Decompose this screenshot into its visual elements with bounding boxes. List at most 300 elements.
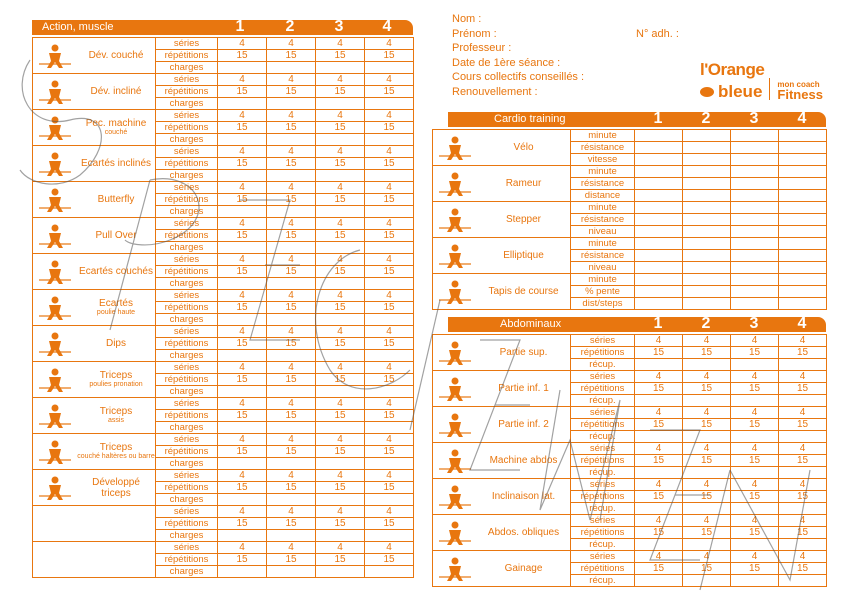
abdos-value-cell[interactable]: 15 bbox=[779, 491, 827, 503]
value-cell[interactable]: 15 bbox=[365, 446, 414, 458]
value-cell[interactable] bbox=[267, 350, 316, 362]
value-cell[interactable]: 4 bbox=[365, 218, 414, 230]
value-cell[interactable]: 4 bbox=[267, 74, 316, 86]
value-cell[interactable] bbox=[267, 566, 316, 578]
value-cell[interactable] bbox=[267, 494, 316, 506]
abdos-value-cell[interactable]: 15 bbox=[683, 563, 731, 575]
cardio-value-cell[interactable] bbox=[779, 250, 827, 262]
cardio-value-cell[interactable] bbox=[779, 202, 827, 214]
value-cell[interactable]: 4 bbox=[267, 38, 316, 50]
abdos-value-cell[interactable]: 15 bbox=[635, 527, 683, 539]
value-cell[interactable] bbox=[267, 314, 316, 326]
abdos-value-cell[interactable]: 15 bbox=[731, 383, 779, 395]
value-cell[interactable] bbox=[365, 386, 414, 398]
field-professeur[interactable]: Professeur : bbox=[452, 42, 512, 54]
abdos-value-cell[interactable]: 15 bbox=[731, 347, 779, 359]
value-cell[interactable]: 4 bbox=[316, 362, 365, 374]
cardio-value-cell[interactable] bbox=[635, 250, 683, 262]
value-cell[interactable] bbox=[218, 134, 267, 146]
value-cell[interactable]: 15 bbox=[316, 302, 365, 314]
value-cell[interactable] bbox=[267, 62, 316, 74]
abdos-value-cell[interactable] bbox=[635, 359, 683, 371]
abdos-value-cell[interactable]: 15 bbox=[731, 563, 779, 575]
value-cell[interactable] bbox=[218, 242, 267, 254]
value-cell[interactable] bbox=[365, 206, 414, 218]
cardio-value-cell[interactable] bbox=[779, 262, 827, 274]
abdos-value-cell[interactable]: 15 bbox=[731, 455, 779, 467]
cardio-value-cell[interactable] bbox=[731, 274, 779, 286]
value-cell[interactable]: 15 bbox=[316, 446, 365, 458]
value-cell[interactable]: 4 bbox=[365, 506, 414, 518]
value-cell[interactable]: 15 bbox=[267, 266, 316, 278]
value-cell[interactable]: 15 bbox=[365, 410, 414, 422]
value-cell[interactable]: 4 bbox=[267, 362, 316, 374]
value-cell[interactable] bbox=[365, 170, 414, 182]
value-cell[interactable] bbox=[218, 314, 267, 326]
value-cell[interactable]: 4 bbox=[316, 290, 365, 302]
cardio-value-cell[interactable] bbox=[683, 130, 731, 142]
value-cell[interactable] bbox=[218, 350, 267, 362]
cardio-value-cell[interactable] bbox=[731, 166, 779, 178]
abdos-value-cell[interactable] bbox=[779, 395, 827, 407]
abdos-value-cell[interactable]: 15 bbox=[779, 419, 827, 431]
value-cell[interactable]: 15 bbox=[365, 554, 414, 566]
cardio-value-cell[interactable] bbox=[731, 154, 779, 166]
value-cell[interactable] bbox=[365, 422, 414, 434]
value-cell[interactable] bbox=[365, 566, 414, 578]
value-cell[interactable]: 15 bbox=[365, 158, 414, 170]
value-cell[interactable]: 4 bbox=[365, 362, 414, 374]
abdos-value-cell[interactable] bbox=[731, 359, 779, 371]
abdos-value-cell[interactable]: 15 bbox=[635, 347, 683, 359]
value-cell[interactable]: 15 bbox=[218, 86, 267, 98]
cardio-value-cell[interactable] bbox=[731, 226, 779, 238]
value-cell[interactable] bbox=[316, 242, 365, 254]
value-cell[interactable] bbox=[218, 62, 267, 74]
abdos-value-cell[interactable] bbox=[635, 575, 683, 587]
value-cell[interactable]: 15 bbox=[267, 482, 316, 494]
value-cell[interactable]: 15 bbox=[267, 86, 316, 98]
value-cell[interactable] bbox=[316, 386, 365, 398]
value-cell[interactable]: 15 bbox=[267, 446, 316, 458]
abdos-value-cell[interactable]: 4 bbox=[731, 479, 779, 491]
value-cell[interactable]: 4 bbox=[267, 398, 316, 410]
value-cell[interactable]: 4 bbox=[267, 506, 316, 518]
value-cell[interactable]: 15 bbox=[267, 410, 316, 422]
value-cell[interactable]: 15 bbox=[218, 446, 267, 458]
abdos-value-cell[interactable] bbox=[683, 503, 731, 515]
value-cell[interactable]: 15 bbox=[267, 554, 316, 566]
abdos-value-cell[interactable]: 4 bbox=[683, 371, 731, 383]
abdos-value-cell[interactable] bbox=[635, 467, 683, 479]
field-renouvellement[interactable]: Renouvellement : bbox=[452, 86, 538, 98]
abdos-value-cell[interactable]: 15 bbox=[779, 527, 827, 539]
abdos-value-cell[interactable]: 4 bbox=[779, 371, 827, 383]
abdos-value-cell[interactable] bbox=[731, 467, 779, 479]
value-cell[interactable] bbox=[218, 530, 267, 542]
value-cell[interactable]: 4 bbox=[218, 146, 267, 158]
value-cell[interactable]: 4 bbox=[316, 146, 365, 158]
value-cell[interactable]: 4 bbox=[218, 470, 267, 482]
abdos-value-cell[interactable] bbox=[635, 539, 683, 551]
value-cell[interactable]: 4 bbox=[365, 470, 414, 482]
value-cell[interactable]: 15 bbox=[267, 50, 316, 62]
value-cell[interactable]: 4 bbox=[316, 506, 365, 518]
value-cell[interactable]: 4 bbox=[365, 542, 414, 554]
value-cell[interactable]: 15 bbox=[316, 554, 365, 566]
cardio-value-cell[interactable] bbox=[635, 190, 683, 202]
cardio-value-cell[interactable] bbox=[635, 274, 683, 286]
abdos-value-cell[interactable] bbox=[779, 539, 827, 551]
value-cell[interactable] bbox=[267, 278, 316, 290]
value-cell[interactable]: 4 bbox=[365, 326, 414, 338]
value-cell[interactable] bbox=[218, 170, 267, 182]
cardio-value-cell[interactable] bbox=[635, 262, 683, 274]
value-cell[interactable]: 15 bbox=[316, 122, 365, 134]
value-cell[interactable]: 4 bbox=[218, 398, 267, 410]
value-cell[interactable]: 15 bbox=[267, 374, 316, 386]
abdos-value-cell[interactable]: 15 bbox=[683, 527, 731, 539]
cardio-value-cell[interactable] bbox=[635, 178, 683, 190]
cardio-value-cell[interactable] bbox=[779, 286, 827, 298]
cardio-value-cell[interactable] bbox=[779, 226, 827, 238]
value-cell[interactable]: 4 bbox=[267, 542, 316, 554]
abdos-value-cell[interactable] bbox=[779, 503, 827, 515]
cardio-value-cell[interactable] bbox=[779, 214, 827, 226]
abdos-value-cell[interactable] bbox=[635, 395, 683, 407]
value-cell[interactable] bbox=[316, 314, 365, 326]
value-cell[interactable]: 4 bbox=[218, 218, 267, 230]
abdos-value-cell[interactable] bbox=[683, 575, 731, 587]
abdos-value-cell[interactable]: 15 bbox=[635, 455, 683, 467]
value-cell[interactable]: 15 bbox=[316, 158, 365, 170]
value-cell[interactable]: 4 bbox=[267, 110, 316, 122]
value-cell[interactable]: 15 bbox=[365, 122, 414, 134]
cardio-value-cell[interactable] bbox=[683, 226, 731, 238]
field-cours-collectifs[interactable]: Cours collectifs conseillés : bbox=[452, 71, 585, 83]
value-cell[interactable] bbox=[316, 350, 365, 362]
abdos-value-cell[interactable]: 4 bbox=[683, 443, 731, 455]
cardio-value-cell[interactable] bbox=[683, 190, 731, 202]
abdos-value-cell[interactable] bbox=[683, 539, 731, 551]
value-cell[interactable]: 4 bbox=[218, 434, 267, 446]
cardio-value-cell[interactable] bbox=[731, 250, 779, 262]
value-cell[interactable]: 15 bbox=[316, 410, 365, 422]
cardio-value-cell[interactable] bbox=[731, 202, 779, 214]
value-cell[interactable]: 4 bbox=[365, 398, 414, 410]
abdos-value-cell[interactable]: 4 bbox=[731, 551, 779, 563]
value-cell[interactable]: 4 bbox=[218, 290, 267, 302]
value-cell[interactable]: 4 bbox=[267, 218, 316, 230]
value-cell[interactable]: 15 bbox=[365, 194, 414, 206]
value-cell[interactable] bbox=[218, 566, 267, 578]
cardio-value-cell[interactable] bbox=[779, 130, 827, 142]
value-cell[interactable]: 15 bbox=[365, 50, 414, 62]
cardio-value-cell[interactable] bbox=[683, 142, 731, 154]
value-cell[interactable]: 4 bbox=[267, 254, 316, 266]
cardio-value-cell[interactable] bbox=[635, 154, 683, 166]
abdos-value-cell[interactable]: 4 bbox=[731, 407, 779, 419]
abdos-value-cell[interactable]: 15 bbox=[635, 563, 683, 575]
abdos-value-cell[interactable] bbox=[731, 539, 779, 551]
value-cell[interactable]: 4 bbox=[218, 74, 267, 86]
value-cell[interactable] bbox=[316, 170, 365, 182]
value-cell[interactable]: 4 bbox=[218, 326, 267, 338]
abdos-value-cell[interactable]: 4 bbox=[683, 551, 731, 563]
cardio-value-cell[interactable] bbox=[635, 166, 683, 178]
value-cell[interactable]: 4 bbox=[218, 506, 267, 518]
abdos-value-cell[interactable]: 15 bbox=[731, 527, 779, 539]
abdos-value-cell[interactable]: 4 bbox=[779, 335, 827, 347]
value-cell[interactable]: 15 bbox=[365, 86, 414, 98]
cardio-value-cell[interactable] bbox=[779, 274, 827, 286]
cardio-value-cell[interactable] bbox=[779, 142, 827, 154]
abdos-value-cell[interactable]: 4 bbox=[731, 443, 779, 455]
value-cell[interactable] bbox=[218, 278, 267, 290]
value-cell[interactable]: 15 bbox=[316, 194, 365, 206]
cardio-value-cell[interactable] bbox=[635, 238, 683, 250]
value-cell[interactable]: 4 bbox=[365, 110, 414, 122]
abdos-value-cell[interactable]: 15 bbox=[683, 491, 731, 503]
value-cell[interactable]: 15 bbox=[365, 374, 414, 386]
value-cell[interactable]: 15 bbox=[267, 194, 316, 206]
value-cell[interactable]: 15 bbox=[316, 86, 365, 98]
value-cell[interactable]: 15 bbox=[365, 302, 414, 314]
abdos-value-cell[interactable]: 15 bbox=[683, 383, 731, 395]
abdos-value-cell[interactable]: 15 bbox=[683, 455, 731, 467]
abdos-value-cell[interactable] bbox=[731, 575, 779, 587]
abdos-value-cell[interactable] bbox=[635, 431, 683, 443]
abdos-value-cell[interactable]: 4 bbox=[731, 371, 779, 383]
abdos-value-cell[interactable]: 4 bbox=[683, 335, 731, 347]
cardio-value-cell[interactable] bbox=[779, 166, 827, 178]
abdos-value-cell[interactable] bbox=[683, 431, 731, 443]
value-cell[interactable]: 15 bbox=[218, 518, 267, 530]
field-adh[interactable]: N° adh. : bbox=[636, 28, 679, 40]
value-cell[interactable]: 15 bbox=[267, 158, 316, 170]
abdos-value-cell[interactable]: 4 bbox=[635, 443, 683, 455]
value-cell[interactable]: 4 bbox=[267, 182, 316, 194]
value-cell[interactable]: 4 bbox=[267, 326, 316, 338]
value-cell[interactable] bbox=[218, 458, 267, 470]
value-cell[interactable]: 15 bbox=[218, 230, 267, 242]
cardio-value-cell[interactable] bbox=[731, 214, 779, 226]
cardio-value-cell[interactable] bbox=[683, 154, 731, 166]
value-cell[interactable]: 15 bbox=[218, 410, 267, 422]
abdos-value-cell[interactable]: 15 bbox=[683, 347, 731, 359]
value-cell[interactable] bbox=[218, 386, 267, 398]
abdos-value-cell[interactable]: 4 bbox=[683, 407, 731, 419]
value-cell[interactable] bbox=[218, 494, 267, 506]
abdos-value-cell[interactable]: 15 bbox=[635, 419, 683, 431]
abdos-value-cell[interactable]: 4 bbox=[779, 479, 827, 491]
abdos-value-cell[interactable]: 4 bbox=[731, 515, 779, 527]
cardio-value-cell[interactable] bbox=[779, 190, 827, 202]
value-cell[interactable]: 4 bbox=[218, 110, 267, 122]
abdos-value-cell[interactable] bbox=[731, 431, 779, 443]
value-cell[interactable]: 4 bbox=[218, 362, 267, 374]
value-cell[interactable]: 15 bbox=[267, 122, 316, 134]
abdos-value-cell[interactable]: 15 bbox=[731, 491, 779, 503]
cardio-value-cell[interactable] bbox=[779, 178, 827, 190]
value-cell[interactable]: 15 bbox=[218, 122, 267, 134]
value-cell[interactable] bbox=[316, 530, 365, 542]
cardio-value-cell[interactable] bbox=[683, 262, 731, 274]
value-cell[interactable] bbox=[316, 62, 365, 74]
value-cell[interactable] bbox=[267, 170, 316, 182]
value-cell[interactable]: 15 bbox=[365, 482, 414, 494]
abdos-value-cell[interactable]: 15 bbox=[635, 383, 683, 395]
abdos-value-cell[interactable] bbox=[779, 575, 827, 587]
value-cell[interactable]: 4 bbox=[365, 74, 414, 86]
cardio-value-cell[interactable] bbox=[731, 190, 779, 202]
value-cell[interactable] bbox=[267, 242, 316, 254]
abdos-value-cell[interactable]: 15 bbox=[635, 491, 683, 503]
value-cell[interactable]: 4 bbox=[316, 326, 365, 338]
cardio-value-cell[interactable] bbox=[635, 142, 683, 154]
value-cell[interactable]: 15 bbox=[365, 230, 414, 242]
abdos-value-cell[interactable] bbox=[779, 431, 827, 443]
value-cell[interactable]: 4 bbox=[218, 38, 267, 50]
value-cell[interactable]: 15 bbox=[316, 50, 365, 62]
abdos-value-cell[interactable]: 4 bbox=[683, 479, 731, 491]
cardio-value-cell[interactable] bbox=[731, 130, 779, 142]
abdos-value-cell[interactable]: 4 bbox=[779, 443, 827, 455]
abdos-value-cell[interactable]: 4 bbox=[683, 515, 731, 527]
value-cell[interactable]: 15 bbox=[365, 338, 414, 350]
value-cell[interactable] bbox=[365, 242, 414, 254]
value-cell[interactable] bbox=[316, 422, 365, 434]
value-cell[interactable]: 4 bbox=[316, 74, 365, 86]
value-cell[interactable]: 4 bbox=[267, 470, 316, 482]
value-cell[interactable]: 4 bbox=[267, 146, 316, 158]
value-cell[interactable]: 4 bbox=[267, 290, 316, 302]
value-cell[interactable]: 15 bbox=[218, 374, 267, 386]
cardio-value-cell[interactable] bbox=[683, 298, 731, 310]
cardio-value-cell[interactable] bbox=[779, 238, 827, 250]
value-cell[interactable]: 4 bbox=[365, 146, 414, 158]
abdos-value-cell[interactable] bbox=[779, 359, 827, 371]
value-cell[interactable]: 15 bbox=[218, 50, 267, 62]
value-cell[interactable] bbox=[218, 98, 267, 110]
cardio-value-cell[interactable] bbox=[683, 178, 731, 190]
value-cell[interactable] bbox=[267, 206, 316, 218]
abdos-value-cell[interactable]: 4 bbox=[779, 551, 827, 563]
field-prenom[interactable]: Prénom : bbox=[452, 28, 497, 40]
value-cell[interactable] bbox=[316, 98, 365, 110]
value-cell[interactable]: 4 bbox=[365, 434, 414, 446]
value-cell[interactable]: 4 bbox=[365, 182, 414, 194]
value-cell[interactable] bbox=[365, 530, 414, 542]
value-cell[interactable]: 15 bbox=[316, 338, 365, 350]
value-cell[interactable] bbox=[365, 458, 414, 470]
value-cell[interactable]: 15 bbox=[267, 302, 316, 314]
cardio-value-cell[interactable] bbox=[683, 238, 731, 250]
abdos-value-cell[interactable]: 15 bbox=[731, 419, 779, 431]
cardio-value-cell[interactable] bbox=[683, 202, 731, 214]
cardio-value-cell[interactable] bbox=[779, 154, 827, 166]
value-cell[interactable]: 15 bbox=[365, 518, 414, 530]
value-cell[interactable] bbox=[267, 134, 316, 146]
abdos-value-cell[interactable] bbox=[779, 467, 827, 479]
cardio-value-cell[interactable] bbox=[731, 142, 779, 154]
value-cell[interactable]: 15 bbox=[218, 266, 267, 278]
cardio-value-cell[interactable] bbox=[731, 178, 779, 190]
abdos-value-cell[interactable]: 15 bbox=[779, 347, 827, 359]
cardio-value-cell[interactable] bbox=[683, 166, 731, 178]
value-cell[interactable]: 15 bbox=[267, 518, 316, 530]
abdos-value-cell[interactable]: 4 bbox=[635, 407, 683, 419]
value-cell[interactable]: 4 bbox=[316, 254, 365, 266]
cardio-value-cell[interactable] bbox=[683, 286, 731, 298]
value-cell[interactable]: 4 bbox=[365, 290, 414, 302]
value-cell[interactable]: 15 bbox=[316, 482, 365, 494]
abdos-value-cell[interactable] bbox=[683, 395, 731, 407]
cardio-value-cell[interactable] bbox=[635, 214, 683, 226]
abdos-value-cell[interactable]: 4 bbox=[635, 335, 683, 347]
value-cell[interactable]: 4 bbox=[218, 182, 267, 194]
value-cell[interactable]: 4 bbox=[316, 398, 365, 410]
abdos-value-cell[interactable]: 4 bbox=[779, 407, 827, 419]
abdos-value-cell[interactable]: 4 bbox=[779, 515, 827, 527]
abdos-value-cell[interactable]: 4 bbox=[635, 515, 683, 527]
value-cell[interactable]: 15 bbox=[218, 194, 267, 206]
value-cell[interactable] bbox=[316, 278, 365, 290]
value-cell[interactable] bbox=[365, 98, 414, 110]
value-cell[interactable] bbox=[365, 278, 414, 290]
abdos-value-cell[interactable] bbox=[635, 503, 683, 515]
value-cell[interactable]: 15 bbox=[218, 338, 267, 350]
value-cell[interactable]: 15 bbox=[218, 158, 267, 170]
value-cell[interactable]: 4 bbox=[218, 542, 267, 554]
cardio-value-cell[interactable] bbox=[635, 298, 683, 310]
cardio-value-cell[interactable] bbox=[731, 286, 779, 298]
value-cell[interactable] bbox=[267, 458, 316, 470]
value-cell[interactable] bbox=[316, 458, 365, 470]
cardio-value-cell[interactable] bbox=[779, 298, 827, 310]
abdos-value-cell[interactable]: 15 bbox=[779, 455, 827, 467]
cardio-value-cell[interactable] bbox=[635, 202, 683, 214]
field-nom[interactable]: Nom : bbox=[452, 13, 482, 25]
value-cell[interactable]: 4 bbox=[316, 218, 365, 230]
cardio-value-cell[interactable] bbox=[731, 298, 779, 310]
value-cell[interactable] bbox=[365, 134, 414, 146]
value-cell[interactable] bbox=[365, 62, 414, 74]
value-cell[interactable] bbox=[218, 206, 267, 218]
abdos-value-cell[interactable]: 15 bbox=[779, 563, 827, 575]
value-cell[interactable]: 4 bbox=[316, 182, 365, 194]
value-cell[interactable]: 4 bbox=[316, 542, 365, 554]
value-cell[interactable] bbox=[267, 530, 316, 542]
value-cell[interactable] bbox=[316, 566, 365, 578]
value-cell[interactable]: 4 bbox=[365, 254, 414, 266]
value-cell[interactable]: 15 bbox=[365, 266, 414, 278]
value-cell[interactable]: 15 bbox=[316, 374, 365, 386]
cardio-value-cell[interactable] bbox=[683, 274, 731, 286]
value-cell[interactable]: 4 bbox=[316, 38, 365, 50]
cardio-value-cell[interactable] bbox=[635, 286, 683, 298]
abdos-value-cell[interactable] bbox=[683, 359, 731, 371]
value-cell[interactable]: 15 bbox=[267, 230, 316, 242]
value-cell[interactable] bbox=[267, 422, 316, 434]
value-cell[interactable]: 4 bbox=[316, 470, 365, 482]
value-cell[interactable] bbox=[267, 386, 316, 398]
cardio-value-cell[interactable] bbox=[635, 226, 683, 238]
field-date-premiere-seance[interactable]: Date de 1ère séance : bbox=[452, 57, 561, 69]
value-cell[interactable] bbox=[365, 314, 414, 326]
abdos-value-cell[interactable]: 4 bbox=[731, 335, 779, 347]
abdos-value-cell[interactable]: 4 bbox=[635, 479, 683, 491]
